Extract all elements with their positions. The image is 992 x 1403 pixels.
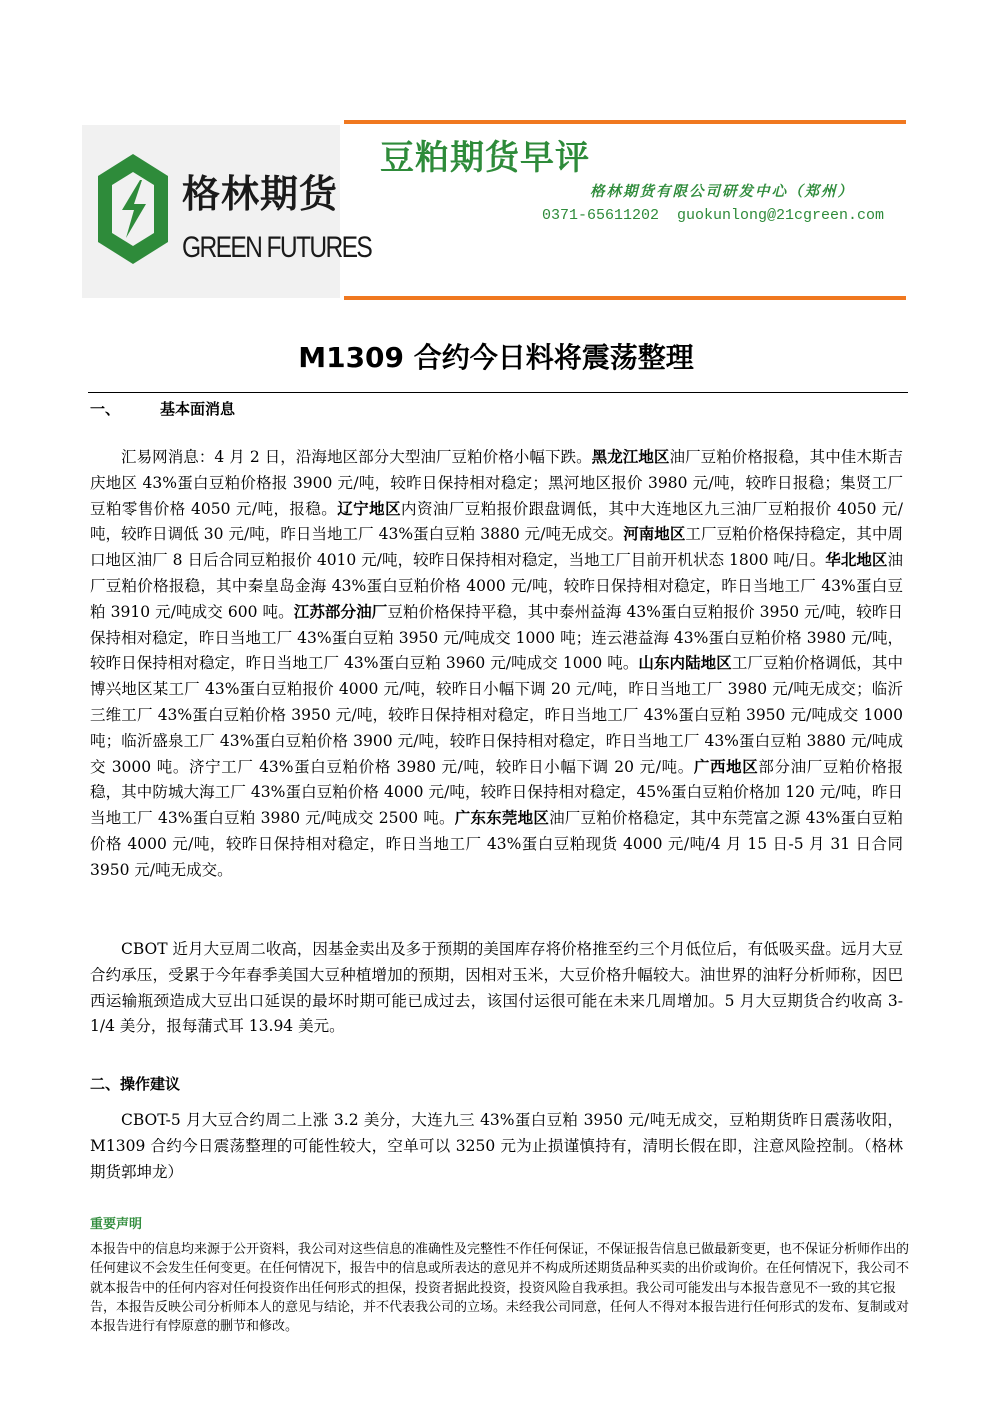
section-2-heading: 二、操作建议 xyxy=(90,1075,181,1093)
region-name: 广东东莞地区 xyxy=(454,809,550,828)
paragraph-segment: 部分油厂豆粕价格报稳，其中防城大海工厂 43%蛋白豆粕价格 4000 元/吨，较昨日保持相对稳定，45%蛋白豆粕价格加 120 元/吨，昨日当地工厂 43%蛋白豆粕 3980 元/吨成交 2500 吨。 xyxy=(90,757,903,828)
section-1-number: 一、 xyxy=(90,400,121,418)
paragraph-segment: 工厂豆粕价格保持稳定，其中周口地区油厂 8 日后合同豆粕报价 4010 元/吨，较昨日保持相对稳定，当地工厂目前开机状态 1800 吨/日。 xyxy=(90,525,903,570)
logo-chinese-name: 格林期货 xyxy=(182,172,339,216)
region-name: 山东内陆地区 xyxy=(638,654,732,673)
region-name: 江苏部分油厂 xyxy=(293,602,388,621)
paragraph-segment: 油厂豆粕价格报稳，其中秦皇岛金海 43%蛋白豆粕价格 4000 元/吨，较昨日保持相对稳定，昨日当地工厂 43%蛋白豆粕 3910 元/吨成交 600 吨。 xyxy=(90,551,903,621)
header-top-rule xyxy=(344,120,906,124)
paragraph-segment: 汇易网消息：4 月 2 日，沿海地区部分大型油厂豆粕价格小幅下跌。 xyxy=(121,448,592,466)
trading-advice-paragraph: CBOT-5 月大豆合约周二上涨 3.2 美分，大连九三 43%蛋白豆粕 3950 元/吨无成交，豆粕期货昨日震荡收阳，M1309 合约今日震荡整理的可能性较大，空单可以 3250 元为止损谨慎持有，清明长假在即，注意风险控制。（格林期货郭坤龙） xyxy=(90,1111,903,1181)
contact-info: 0371-65611202 guokunlong@21cgreen.com xyxy=(542,207,885,224)
disclaimer-title: 重要声明 xyxy=(90,1217,143,1232)
paragraph-segment: 油厂豆粕价格稳定，其中东莞富之源 43%蛋白豆粕价格 4000 元/吨，较昨日保持相对稳定，昨日当地工厂 43%蛋白豆粕现货 4000 元/吨/4 月 15 日-5 月 31 日合同 3950 元/吨无成交。 xyxy=(90,809,903,879)
fundamentals-paragraph-1 xyxy=(90,445,903,884)
section-1-title: 基本面消息 xyxy=(160,400,236,418)
company-name: 格林期货有限公司研发中心（郑州） xyxy=(590,183,854,200)
paragraph-segment: 豆粕价格保持平稳，其中泰州益海 43%蛋白豆粕报价 3950 元/吨，较昨日保持相对稳定，昨日当地工厂 43%蛋白豆粕 3950 元/吨成交 1000 吨；连云港益海 43%蛋白豆粕价格 3980 元/吨，较昨日保持相对稳定，昨日当地工厂 43%蛋白豆粕 3960 元/吨成交 1000 吨。 xyxy=(90,602,903,673)
paragraph-segment: 油厂豆粕价格报稳，其中佳木斯吉庆地区 43%蛋白豆粕价格报 3900 元/吨，较昨日保持相对稳定；黑河地区报价 3980 元/吨，较昨日报稳；集贤工厂豆粕零售价格 4050 元/吨，报稳。 xyxy=(90,448,903,518)
logo-english-name: GREEN FUTURES xyxy=(182,231,372,264)
headline: M1309 合约今日料将震荡整理 xyxy=(298,341,694,374)
section-1-heading xyxy=(90,398,235,419)
region-name: 河南地区 xyxy=(623,525,686,544)
headline-divider xyxy=(88,392,908,393)
region-name: 黑龙江地区 xyxy=(591,448,670,466)
header-bottom-rule xyxy=(344,296,906,300)
green-futures-logo-mark xyxy=(94,150,172,268)
region-name: 辽宁地区 xyxy=(337,499,402,518)
report-title: 豆粕期货早评 xyxy=(380,138,590,178)
paragraph-segment: 内资油厂豆粕报价跟盘调低，其中大连地区九三油厂豆粕报价 4050 元/吨，较昨日调低 30 元/吨，昨日当地工厂 43%蛋白豆粕 3880 元/吨无成交。 xyxy=(90,499,903,544)
region-name: 华北地区 xyxy=(825,551,888,570)
company-logo xyxy=(82,125,372,298)
paragraph-segment: 工厂豆粕价格调低，其中博兴地区某工厂 43%蛋白豆粕报价 4000 元/吨，较昨日小幅下调 20 元/吨，昨日当地工厂 3980 元/吨无成交；临沂三维工厂 43%蛋白豆粕价格 3950 元/吨，较昨日保持相对稳定，昨日当地工厂 43%蛋白豆粕 3950 元/吨成交 1000 吨；临沂盛泉工厂 43%蛋白豆粕价格 3900 元/吨，较昨日保持相对稳定，昨日当地工厂 43%蛋白豆粕 3880 元/吨成交 3000 吨。济宁工厂 43%蛋白豆粕价格 3980 元/吨，较昨日小幅下调 20 元/吨。 xyxy=(90,654,903,776)
disclaimer-text: 本报告中的信息均来源于公开资料，我公司对这些信息的准确性及完整性不作任何保证，不保证报告信息已做最新变更，也不保证分析师作出的任何建议不会发生任何变更。在任何情况下，报告中的信息或所表达的意见并不构成所述期货品种买卖的出价或询价。在任何情况下，我公司不就本报告中的任何内容对任何投资作出任何形式的担保，投资者据此投资，投资风险自我承担。我公司可能发出与本报告意见不一致的其它报告，本报告反映公司分析师本人的意见与结论，并不代表我公司的立场。未经我公司同意，任何人不得对本报告进行任何形式的发布、复制或对本报告进行有悖原意的删节和修改。 xyxy=(90,1242,910,1335)
region-name: 广西地区 xyxy=(693,757,759,776)
fundamentals-paragraph-2: CBOT 近月大豆周二收高，因基金卖出及多于预期的美国库存将价格推至约三个月低位后，有低吸买盘。远月大豆合约承压，受累于今年春季美国大豆种植增加的预期，因相对玉米，大豆价格升幅较大。油世界的油籽分析师称，因巴西运输瓶颈造成大豆出口延误的最坏时期可能已成过去，该国付运很可能在未来几周增加。5 月大豆期货合约收高 3-1/4 美分，报每蒲式耳 13.94 美元。 xyxy=(90,940,903,1036)
